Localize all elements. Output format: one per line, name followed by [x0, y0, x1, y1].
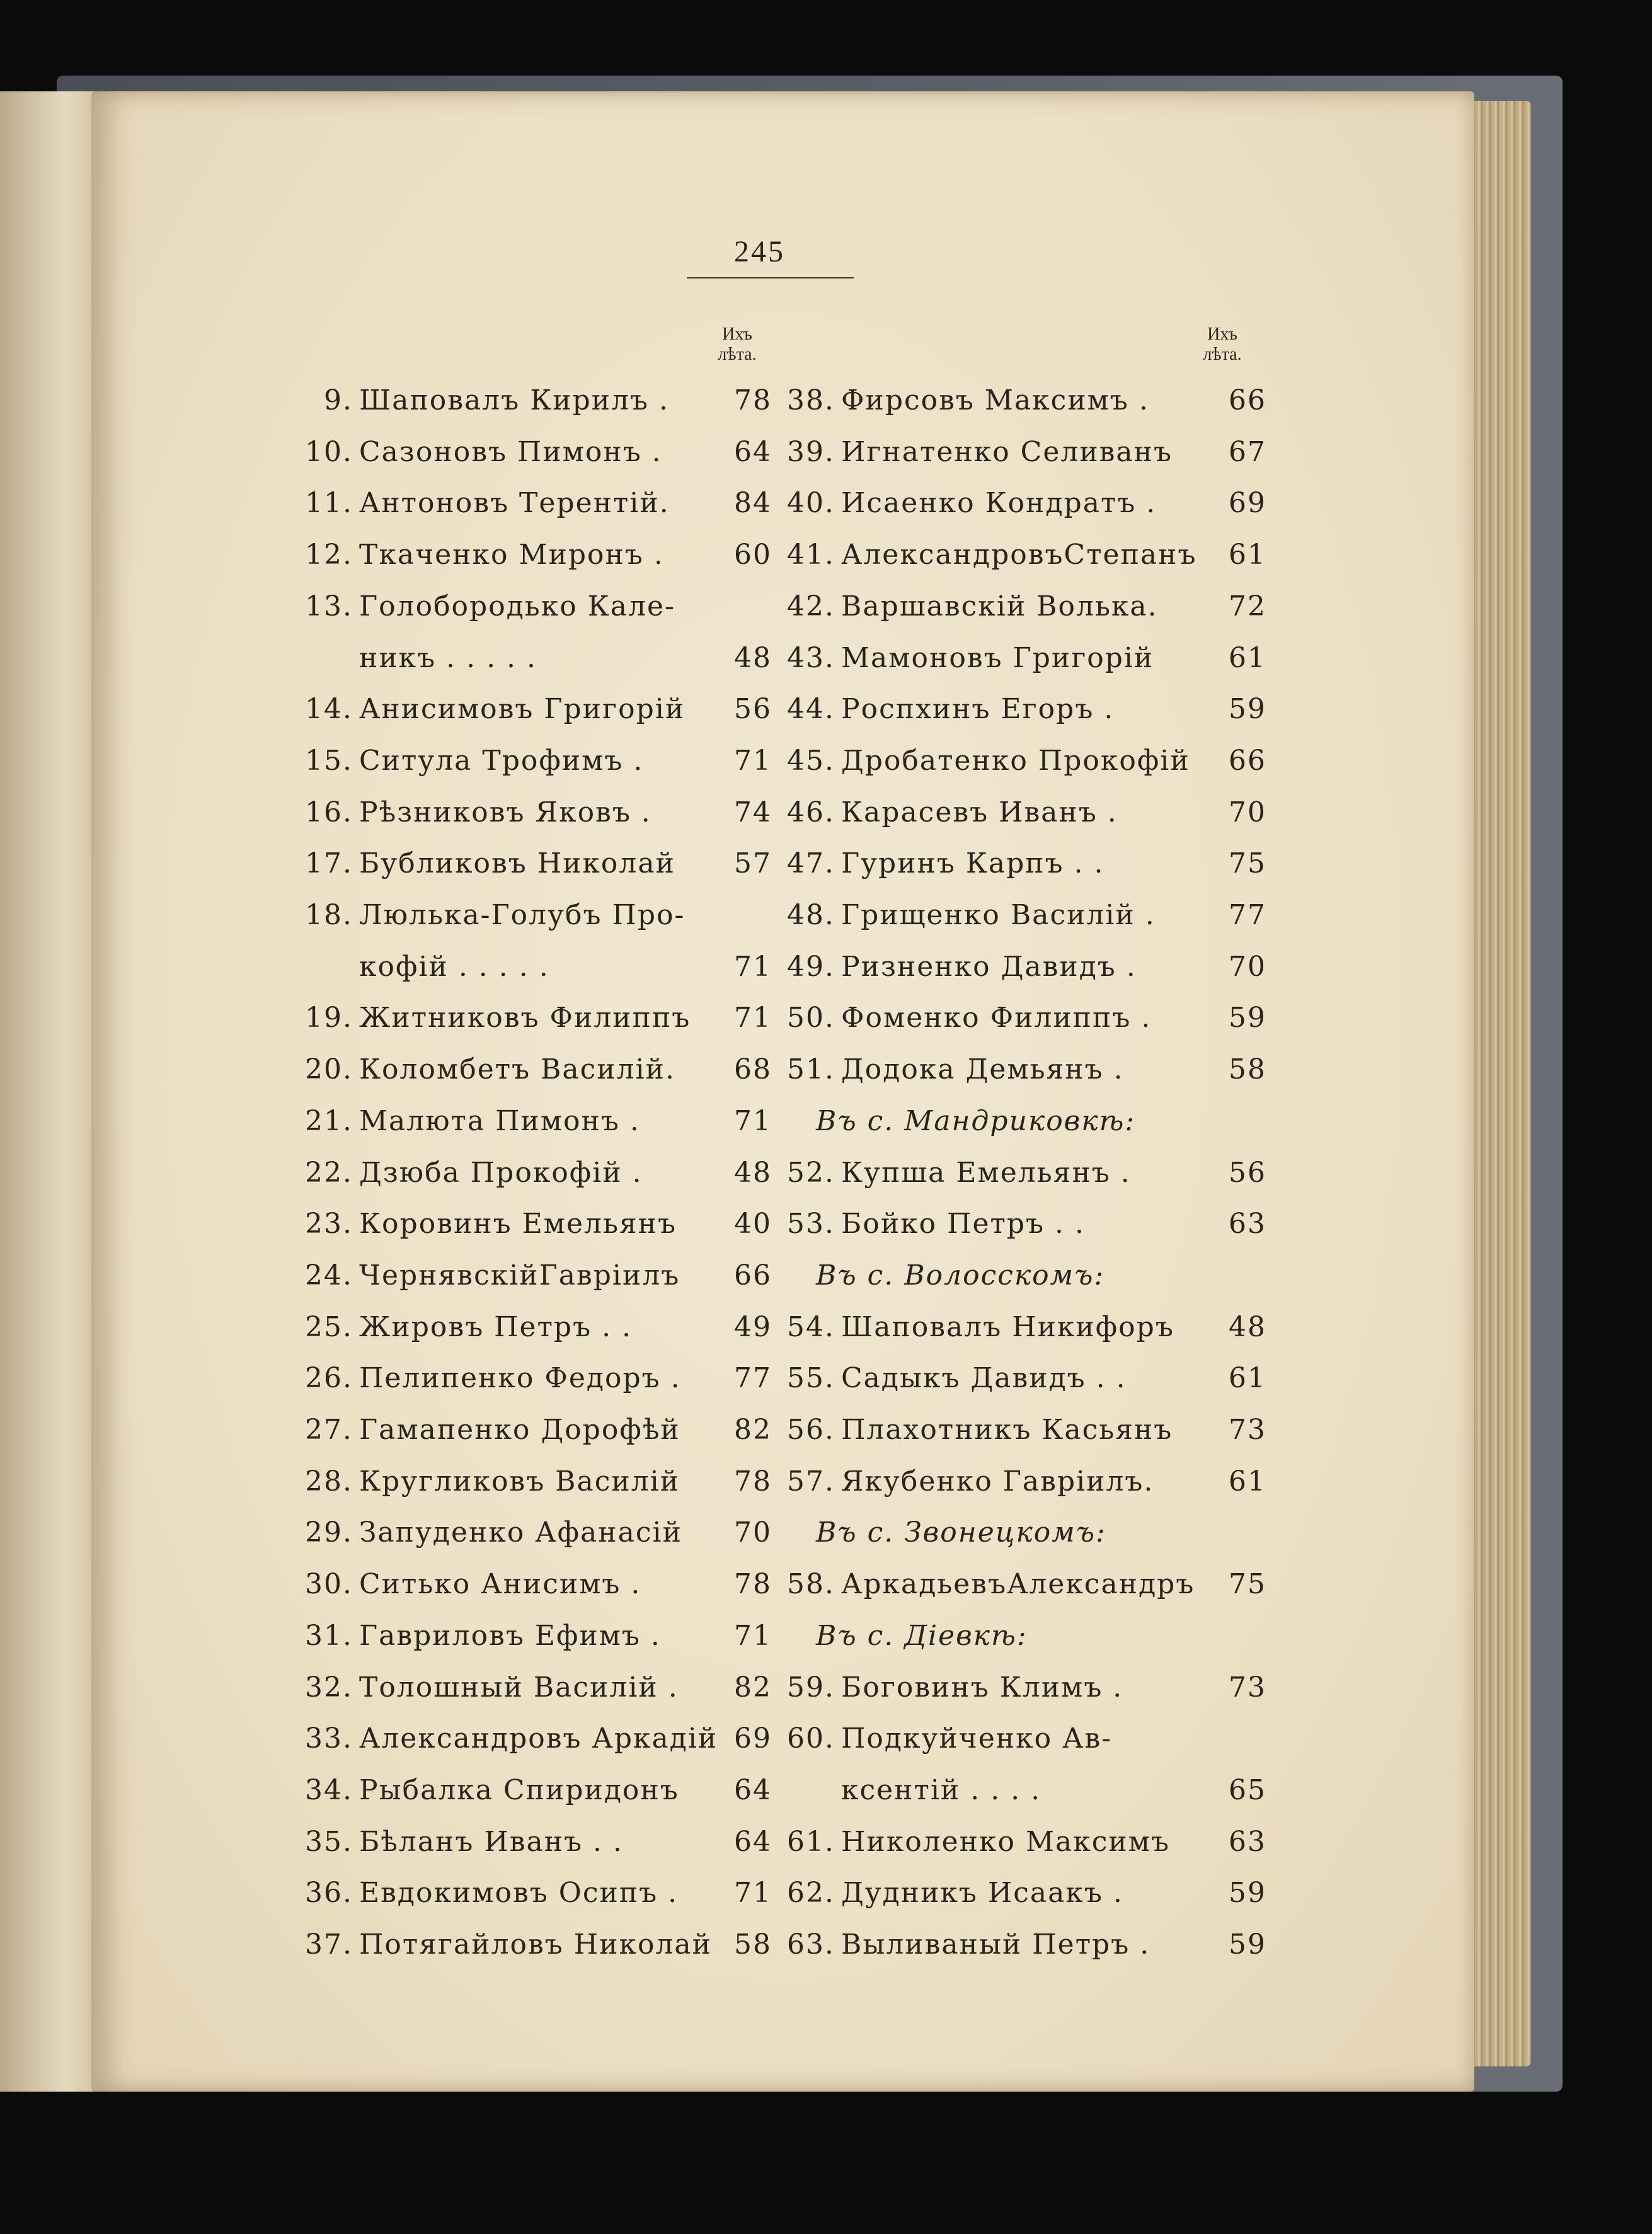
person-name: Гамапенко Дорофѣй [359, 1414, 680, 1446]
list-item [772, 478, 1266, 529]
village-heading: Въ с. Мандриковкѣ: [816, 1104, 1136, 1137]
entry-number: 9. [324, 384, 353, 416]
list-item [772, 735, 1266, 787]
person-age: 73 [1229, 1414, 1266, 1446]
person-age: 69 [1229, 487, 1266, 520]
person-age: 69 [734, 1722, 772, 1755]
person-name: Житниковъ Филиппъ [359, 1002, 691, 1034]
entry-number: 35. [305, 1825, 353, 1858]
entry-number: 20. [305, 1053, 353, 1086]
person-name: Карасевъ Иванъ . [841, 796, 1118, 828]
entry-number: 30. [305, 1568, 353, 1601]
person-age: 64 [734, 1773, 772, 1806]
person-name: Мамоновъ Григорій [841, 641, 1154, 674]
entry-number: 15. [305, 744, 353, 777]
list-item [290, 684, 772, 735]
list-item [772, 787, 1266, 839]
person-name: Выливаный Петръ . [841, 1928, 1150, 1961]
person-name: Дудникъ Исаакъ . [841, 1877, 1123, 1910]
person-name: ЧернявскійГавріилъ [359, 1259, 680, 1292]
list-item [290, 1096, 772, 1147]
entry-number: 63. [787, 1928, 835, 1961]
person-age: 71 [734, 950, 772, 983]
entry-number: 58. [787, 1568, 835, 1601]
list-item [772, 1816, 1266, 1868]
person-name: Якубенко Гавріилъ. [841, 1465, 1154, 1498]
entry-number: 47. [787, 847, 835, 880]
person-age: 56 [734, 693, 772, 726]
person-name: Додока Демьянъ . [841, 1053, 1124, 1086]
entry-number: 36. [305, 1877, 353, 1910]
entry-number: 24. [305, 1259, 353, 1292]
list-item [290, 890, 772, 941]
list-item [290, 941, 772, 993]
person-age: 77 [1229, 899, 1266, 931]
list-item [772, 529, 1266, 581]
entry-number: 23. [305, 1208, 353, 1240]
entry-number: 51. [787, 1053, 835, 1086]
person-name: АлександровъСтепанъ [841, 539, 1197, 571]
person-name: Александровъ Аркадій [359, 1722, 718, 1755]
entry-number: 37. [305, 1928, 353, 1961]
entry-number: 57. [787, 1465, 835, 1498]
page-block-edges [1468, 101, 1531, 2066]
person-age: 61 [1229, 1362, 1266, 1395]
entry-number: 31. [305, 1619, 353, 1652]
entry-number: 49. [787, 950, 835, 983]
person-age: 64 [734, 435, 772, 468]
list-item [772, 1713, 1266, 1765]
list-item [290, 529, 772, 581]
person-age: 70 [1229, 950, 1266, 983]
person-name: Антоновъ Терентій. [359, 487, 670, 520]
person-name: Пелипенко Федоръ . [359, 1362, 681, 1395]
person-name: Бойко Петръ . . [841, 1208, 1085, 1240]
entry-number: 42. [787, 590, 835, 622]
entry-number: 48. [787, 899, 835, 931]
list-item [290, 1919, 772, 1971]
person-age: 48 [1229, 1310, 1266, 1343]
person-name: ксентій . . . . [841, 1773, 1041, 1806]
entry-number: 28. [305, 1465, 353, 1498]
entry-number: 22. [305, 1156, 353, 1189]
person-age: 65 [1229, 1773, 1266, 1806]
person-name: Подкуйченко Ав- [841, 1722, 1113, 1755]
list-item [290, 375, 772, 427]
person-name: АркадьевъАлександръ [841, 1568, 1195, 1601]
person-name: Рѣзниковъ Яковъ . [359, 796, 651, 828]
person-age: 60 [734, 539, 772, 571]
entry-number: 43. [787, 641, 835, 674]
list-item [772, 1456, 1266, 1508]
list-item [290, 838, 772, 890]
person-age: 73 [1229, 1671, 1266, 1704]
list-item [772, 941, 1266, 993]
list-item [290, 1765, 772, 1816]
person-age: 67 [1229, 435, 1266, 468]
person-name: кофій . . . . . [359, 950, 549, 983]
person-age: 59 [1229, 1002, 1266, 1034]
list-item [290, 1044, 772, 1096]
person-age: 77 [734, 1362, 772, 1395]
person-name: Варшавскій Волька. [841, 590, 1158, 622]
village-heading: Въ с. Волосскомъ: [816, 1259, 1105, 1292]
person-age: 78 [734, 384, 772, 416]
list-item [290, 427, 772, 478]
person-age: 63 [1229, 1825, 1266, 1858]
person-age: 75 [1229, 847, 1266, 880]
person-age: 61 [1229, 539, 1266, 571]
list-item [772, 1198, 1266, 1250]
list-item [290, 1610, 772, 1662]
list-item [772, 1919, 1266, 1971]
list-item [290, 992, 772, 1044]
entry-number: 60. [787, 1722, 835, 1755]
list-item [772, 633, 1266, 684]
person-age: 58 [1229, 1053, 1266, 1086]
entry-number: 50. [787, 1002, 835, 1034]
person-age: 78 [734, 1465, 772, 1498]
list-item [290, 1662, 772, 1714]
person-age: 64 [734, 1825, 772, 1858]
entry-number: 46. [787, 796, 835, 828]
person-age: 56 [1229, 1156, 1266, 1189]
page-number-rule [687, 277, 854, 278]
list-item [290, 1198, 772, 1250]
entry-number: 38. [787, 384, 835, 416]
list-item [290, 787, 772, 839]
person-name: Игнатенко Селиванъ [841, 435, 1173, 468]
list-item [772, 992, 1266, 1044]
entry-number: 40. [787, 487, 835, 520]
list-item [290, 1353, 772, 1404]
person-name: Жировъ Петръ . . [359, 1310, 633, 1343]
entry-number: 34. [305, 1773, 353, 1806]
person-age: 72 [1229, 590, 1266, 622]
entry-number: 27. [305, 1414, 353, 1446]
person-name: Ткаченко Миронъ . [359, 539, 664, 571]
person-name: Рыбалка Спиридонъ [359, 1773, 679, 1806]
person-name: Бубликовъ Николай [359, 847, 675, 880]
list-item [772, 1147, 1266, 1199]
person-age: 49 [734, 1310, 772, 1343]
list-item [772, 1867, 1266, 1919]
person-age: 48 [734, 1156, 772, 1189]
list-item [290, 1456, 772, 1508]
person-name: Сазоновъ Пимонъ . [359, 435, 662, 468]
person-age: 59 [1229, 693, 1266, 726]
entry-number: 25. [305, 1310, 353, 1343]
person-age: 71 [734, 1877, 772, 1910]
entry-number: 16. [305, 796, 353, 828]
list-item [290, 581, 772, 633]
list-item [290, 1507, 772, 1559]
person-age: 71 [734, 1619, 772, 1652]
person-name: Гуринъ Карпъ . . [841, 847, 1104, 880]
person-name: никъ . . . . . [359, 641, 537, 674]
village-heading: Въ с. Звонецкомъ: [816, 1516, 1106, 1549]
header-line-2: лѣта. [1203, 345, 1242, 364]
person-age: 71 [734, 1104, 772, 1137]
entry-number: 12. [305, 539, 353, 571]
entry-number: 11. [305, 487, 353, 520]
entry-number: 39. [787, 435, 835, 468]
list-item [772, 838, 1266, 890]
person-name: Анисимовъ Григорій [359, 693, 685, 726]
person-name: Голобородько Кале- [359, 590, 675, 622]
person-name: Грищенко Василій . [841, 899, 1156, 931]
header-line-2: лѣта. [718, 345, 757, 364]
list-item [772, 1765, 1266, 1816]
person-age: 74 [734, 796, 772, 828]
person-age: 71 [734, 1002, 772, 1034]
entry-number: 56. [787, 1414, 835, 1446]
person-name: Ситько Анисимъ . [359, 1568, 641, 1601]
list-item [772, 375, 1266, 427]
entry-number: 33. [305, 1722, 353, 1755]
list-item [290, 1250, 772, 1302]
entry-number: 32. [305, 1671, 353, 1704]
list-item [290, 1713, 772, 1765]
list-item [772, 1302, 1266, 1353]
entry-number: 10. [305, 435, 353, 468]
entry-number: 55. [787, 1362, 835, 1395]
person-name: Дзюба Прокофій . [359, 1156, 643, 1189]
entry-number: 18. [305, 899, 353, 931]
entry-number: 44. [787, 693, 835, 726]
list-item [772, 1353, 1266, 1404]
person-age: 58 [734, 1928, 772, 1961]
person-name: Потягайловъ Николай [359, 1928, 712, 1961]
person-age: 78 [734, 1568, 772, 1601]
entry-number: 26. [305, 1362, 353, 1395]
person-age: 71 [734, 744, 772, 777]
page-number: 245 [734, 235, 785, 268]
entry-number: 19. [305, 1002, 353, 1034]
entry-number: 41. [787, 539, 835, 571]
list-item [290, 1816, 772, 1868]
list-item [772, 684, 1266, 735]
entry-number: 52. [787, 1156, 835, 1189]
person-name: Запуденко Афанасій [359, 1516, 682, 1549]
person-name: Кругликовъ Василій [359, 1465, 680, 1498]
person-name: Гавриловъ Ефимъ . [359, 1619, 661, 1652]
person-name: Фоменко Филиппъ . [841, 1002, 1152, 1034]
list-item [772, 890, 1266, 941]
person-age: 75 [1229, 1568, 1266, 1601]
person-age: 82 [734, 1671, 772, 1704]
person-name: Роспхинъ Егоръ . [841, 693, 1115, 726]
list-item [772, 1559, 1266, 1610]
entry-number: 21. [305, 1104, 353, 1137]
person-age: 66 [1229, 744, 1266, 777]
person-name: Фирсовъ Максимъ . [841, 384, 1149, 416]
village-heading: Въ с. Діевкѣ: [816, 1619, 1028, 1652]
person-name: Исаенко Кондратъ . [841, 487, 1157, 520]
person-age: 82 [734, 1414, 772, 1446]
list-item [290, 633, 772, 684]
person-name: Николенко Максимъ [841, 1825, 1170, 1858]
person-age: 59 [1229, 1928, 1266, 1961]
right-column-header [1185, 324, 1260, 365]
person-name: Бѣланъ Иванъ . . [359, 1825, 623, 1858]
person-name: Толошный Василій . [359, 1671, 679, 1704]
person-age: 70 [1229, 796, 1266, 828]
entry-number: 17. [305, 847, 353, 880]
list-item [772, 581, 1266, 633]
person-name: Садыкъ Давидъ . . [841, 1362, 1127, 1395]
entry-number: 62. [787, 1877, 835, 1910]
list-item [290, 1302, 772, 1353]
person-age: 66 [734, 1259, 772, 1292]
entry-number: 61. [787, 1825, 835, 1858]
list-item [772, 1404, 1266, 1456]
person-name: Плахотникъ Касьянъ [841, 1414, 1173, 1446]
person-name: Коровинъ Емельянъ [359, 1208, 677, 1240]
header-line-1: Ихъ [1207, 324, 1237, 344]
person-name: Евдокимовъ Осипъ . [359, 1877, 679, 1910]
list-item [290, 1559, 772, 1610]
person-age: 57 [734, 847, 772, 880]
entry-number: 13. [305, 590, 353, 622]
person-name: Коломбетъ Василій. [359, 1053, 675, 1086]
list-item [290, 1404, 772, 1456]
person-age: 59 [1229, 1877, 1266, 1910]
entry-number: 29. [305, 1516, 353, 1549]
entry-number: 54. [787, 1310, 835, 1343]
person-name: Дробатенко Прокофій [841, 744, 1190, 777]
list-item [290, 478, 772, 529]
entry-number: 45. [787, 744, 835, 777]
list-item [290, 1147, 772, 1199]
entry-number: 14. [305, 693, 353, 726]
list-item [772, 1044, 1266, 1096]
person-age: 68 [734, 1053, 772, 1086]
person-age: 40 [734, 1208, 772, 1240]
person-name: Ситула Трофимъ . [359, 744, 644, 777]
person-name: Малюта Пимонъ . [359, 1104, 640, 1137]
header-line-1: Ихъ [722, 324, 752, 344]
left-column-header [699, 324, 775, 365]
person-age: 84 [734, 487, 772, 520]
person-age: 70 [734, 1516, 772, 1549]
person-age: 66 [1229, 384, 1266, 416]
person-name: Люлька-Голубъ Про- [359, 899, 685, 931]
person-age: 48 [734, 641, 772, 674]
person-name: Шаповалъ Кирилъ . [359, 384, 669, 416]
person-name: Боговинъ Климъ . [841, 1671, 1123, 1704]
list-item [290, 735, 772, 787]
entry-number: 59. [787, 1671, 835, 1704]
person-name: Шаповалъ Никифоръ [841, 1310, 1174, 1343]
person-name: Ризненко Давидъ . [841, 950, 1137, 983]
list-item [772, 1662, 1266, 1714]
list-item [290, 1867, 772, 1919]
person-age: 63 [1229, 1208, 1266, 1240]
entry-number: 53. [787, 1208, 835, 1240]
person-age: 61 [1229, 1465, 1266, 1498]
person-age: 61 [1229, 641, 1266, 674]
person-name: Купша Емельянъ . [841, 1156, 1131, 1189]
list-item [772, 427, 1266, 478]
